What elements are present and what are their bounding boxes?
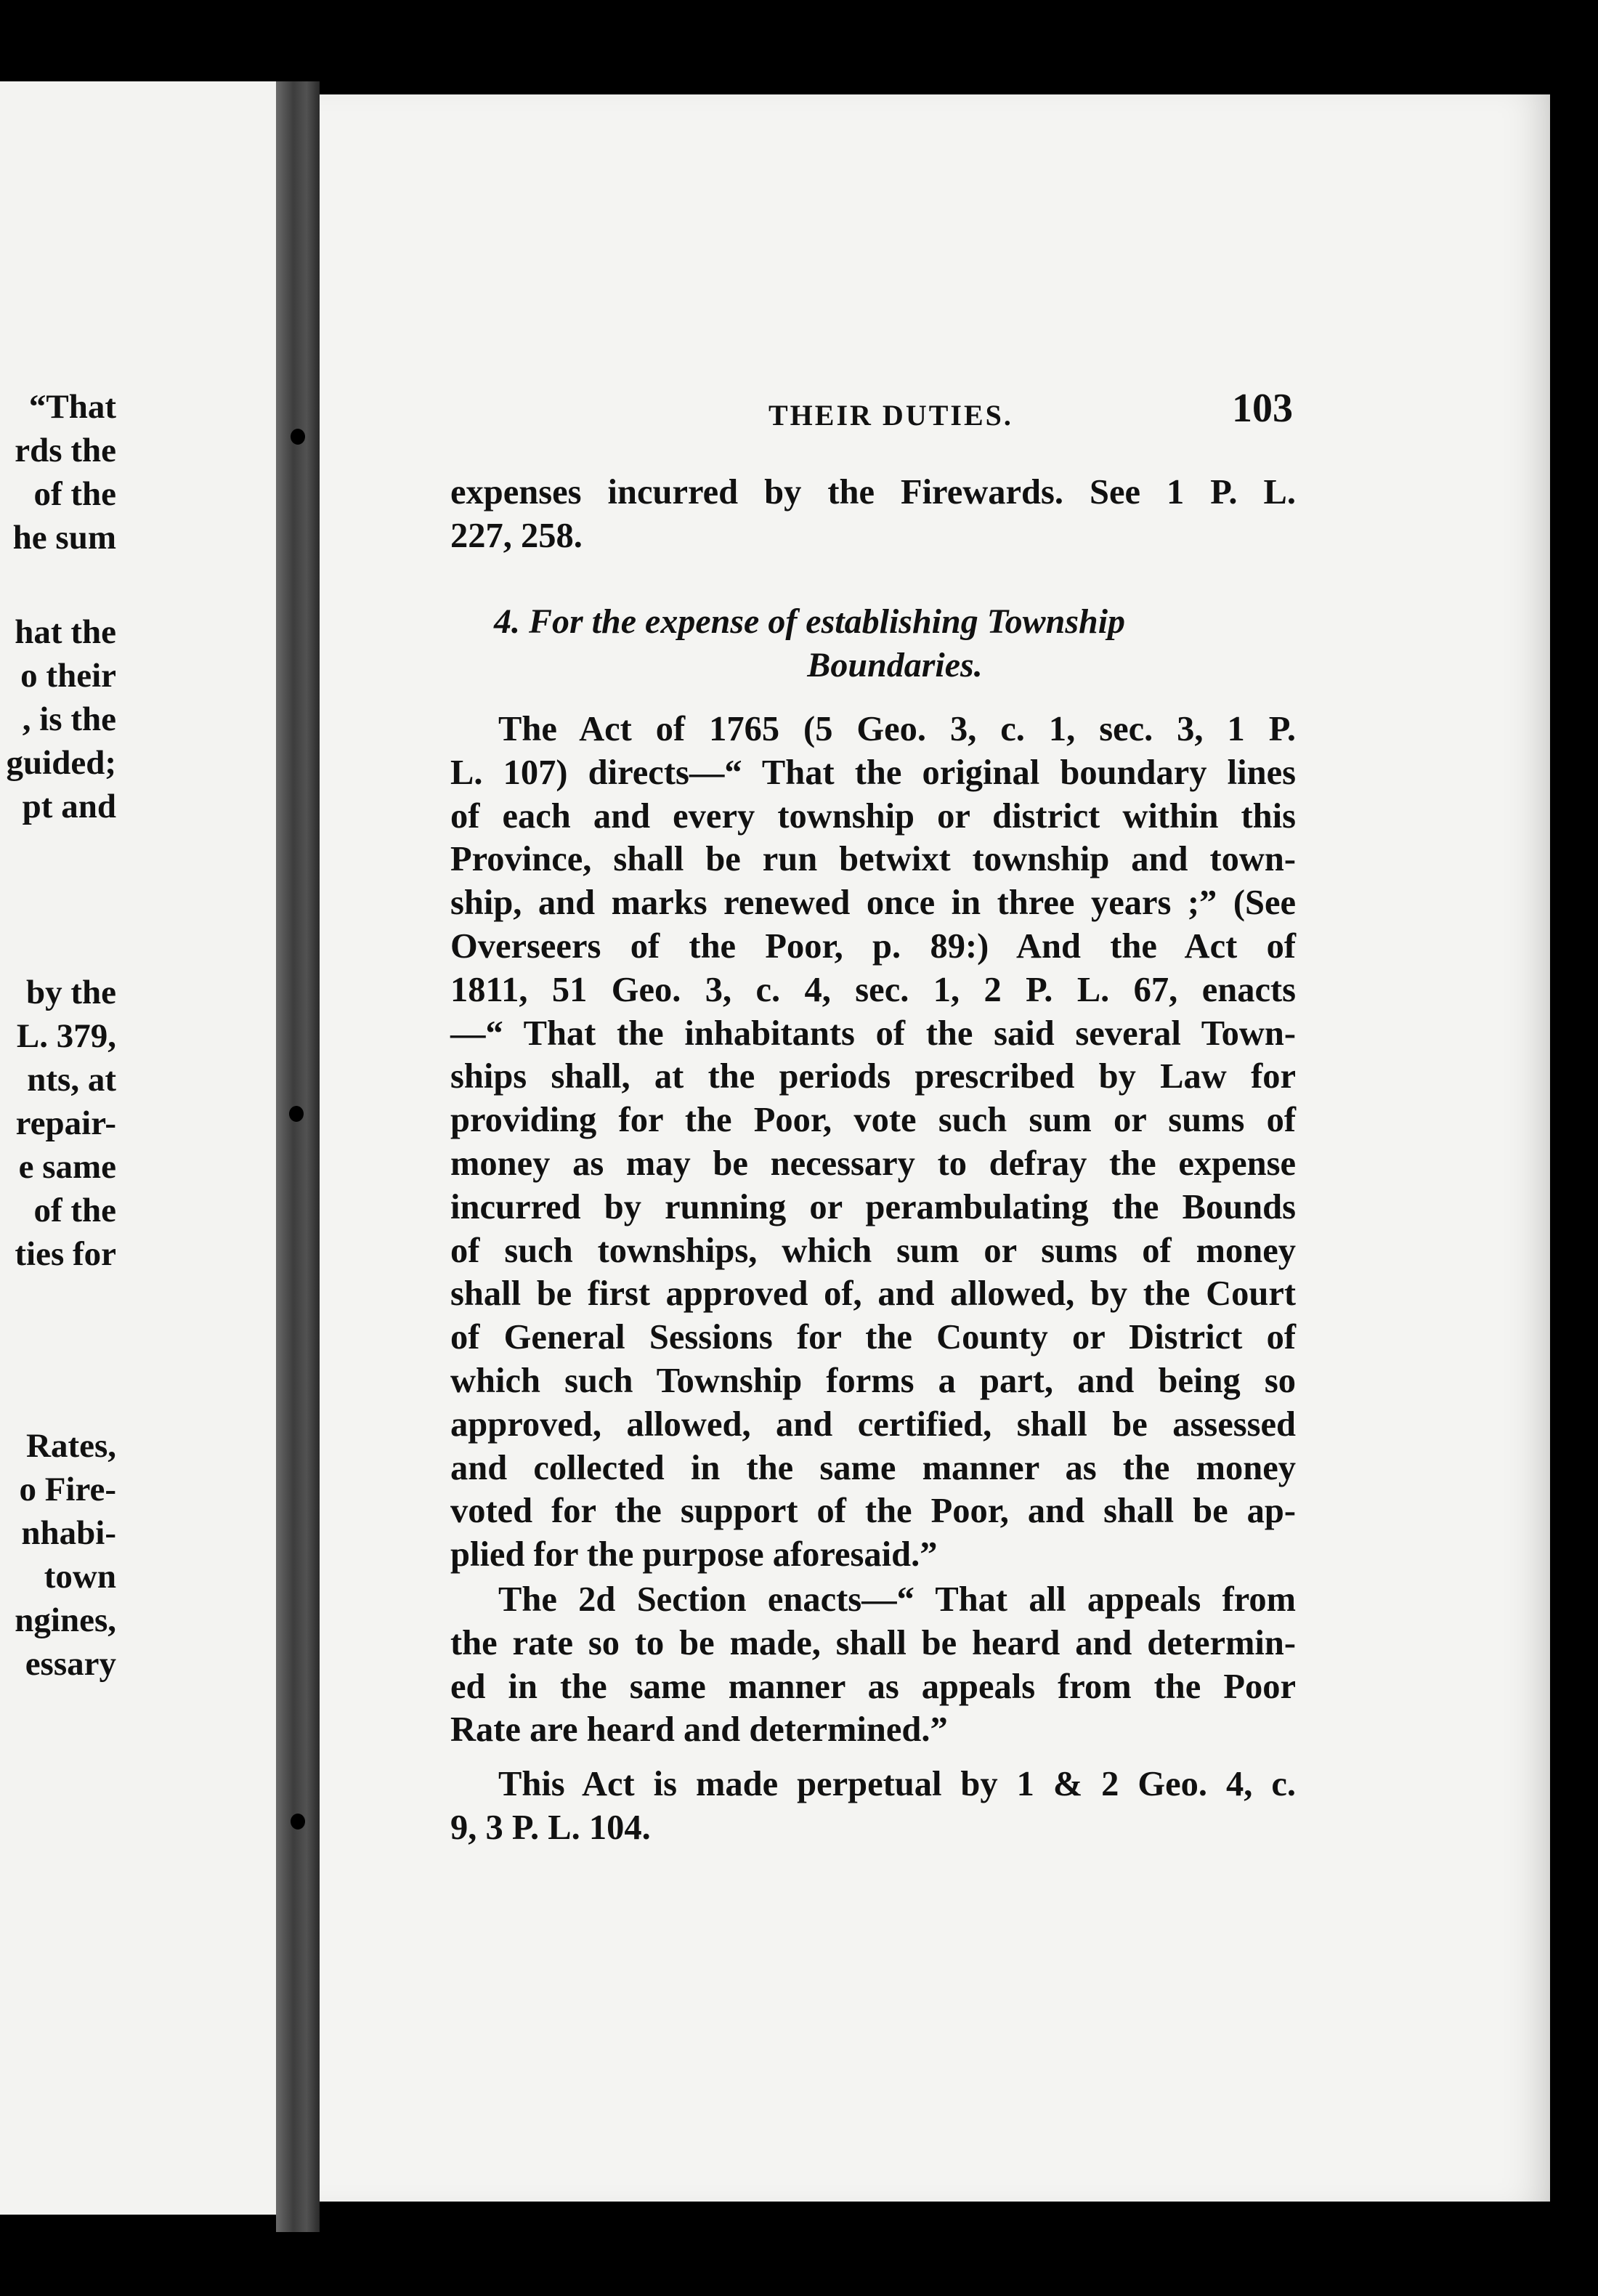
left-page-line: L. 379,	[16, 1017, 116, 1055]
text-line: of General Sessions for the County or District of	[450, 1318, 1296, 1357]
text-line: —“ That the inhabitants of the said several Town-	[450, 1014, 1296, 1053]
left-page-line: essary	[25, 1645, 116, 1683]
left-page-line: he sum	[12, 519, 116, 557]
text-line: The 2d Section enacts—“ That all appeals from	[498, 1580, 1296, 1619]
continuation-text	[450, 471, 1296, 558]
left-facing-page	[0, 81, 289, 2215]
section-heading-line: 4. For the expense of establishing Township	[494, 602, 1126, 641]
left-page-line: Rates,	[26, 1427, 116, 1465]
text-line: and collected in the same manner as the money	[450, 1448, 1296, 1487]
left-page-line: ties for	[15, 1235, 116, 1273]
left-page-line: rds the	[15, 432, 116, 469]
left-page-line: o Fire-	[19, 1471, 116, 1508]
section-heading-line: Boundaries.	[807, 646, 983, 684]
text-line: The Act of 1765 (5 Geo. 3, c. 1, sec. 3, 1 P.	[498, 710, 1296, 748]
paragraph-3	[450, 1763, 1296, 1850]
left-page-line: o their	[20, 657, 116, 695]
text-line: 9, 3 P. L. 104.	[450, 1808, 651, 1847]
left-page-line: of the	[33, 475, 116, 513]
left-page-line: ngines,	[15, 1601, 116, 1639]
text-line: Overseers of the Poor, p. 89:) And the Act of	[450, 926, 1296, 966]
left-page-line: by the	[25, 974, 116, 1011]
text-line: voted for the support of the Poor, and shall be ap-	[450, 1492, 1296, 1531]
text-line: Rate are heard and determined.”	[450, 1710, 948, 1750]
gutter-mark	[291, 429, 305, 445]
left-page-line: of the	[33, 1192, 116, 1229]
text-line: which such Township forms a part, and being so	[450, 1361, 1296, 1400]
text-line: L. 107) directs—“ That the original boundary lines	[450, 753, 1296, 792]
left-page-line: , is the	[22, 700, 116, 738]
paragraph-1	[450, 708, 1296, 1577]
text-line: ship, and marks renewed once in three years ;” (See	[450, 884, 1296, 923]
section-heading	[450, 600, 1296, 687]
gutter-mark	[291, 1814, 305, 1830]
left-page-line: pt and	[22, 788, 116, 825]
running-head: THEIR DUTIES.	[768, 399, 1013, 432]
left-page-line: town	[44, 1558, 116, 1596]
left-page-line: “That	[28, 388, 116, 426]
left-page-line: e same	[18, 1148, 116, 1186]
left-page-line: guided;	[6, 744, 116, 782]
text-line: ed in the same manner as appeals from the Poor	[450, 1667, 1296, 1706]
binding-gutter	[276, 81, 320, 2232]
left-page-line: repair-	[15, 1104, 116, 1142]
text-line: of each and every township or district within this	[450, 796, 1296, 836]
left-page-line: nhabi-	[21, 1514, 116, 1552]
gutter-mark	[289, 1106, 304, 1122]
text-line: ships shall, at the periods prescribed by Law for	[450, 1057, 1296, 1096]
page-number: 103	[1232, 386, 1293, 431]
text-line: expenses incurred by the Firewards. See 1 P. L.	[450, 473, 1296, 512]
text-line: of such townships, which sum or sums of money	[450, 1231, 1296, 1270]
text-line: This Act is made perpetual by 1 & 2 Geo. 4, c.	[498, 1765, 1296, 1803]
text-line: shall be first approved of, and allowed, by the Court	[450, 1274, 1296, 1314]
text-line: Province, shall be run betwixt township and town-	[450, 840, 1296, 879]
text-line: plied for the purpose aforesaid.”	[450, 1535, 938, 1575]
text-line: 227, 258.	[450, 516, 583, 555]
text-line: 1811, 51 Geo. 3, c. 4, sec. 1, 2 P. L. 67, enacts	[450, 970, 1296, 1009]
text-line: money as may be necessary to defray the expense	[450, 1144, 1296, 1183]
text-line: incurred by running or perambulating the Bounds	[450, 1187, 1296, 1226]
left-page-line: nts, at	[27, 1061, 116, 1099]
left-page-text	[0, 81, 289, 2215]
text-line: approved, allowed, and certified, shall be assessed	[450, 1404, 1296, 1444]
text-line: providing for the Poor, vote such sum or sums of	[450, 1101, 1296, 1140]
text-line: the rate so to be made, shall be heard and determin-	[450, 1623, 1296, 1662]
left-page-line: hat the	[15, 613, 116, 651]
paragraph-2	[450, 1578, 1296, 1752]
